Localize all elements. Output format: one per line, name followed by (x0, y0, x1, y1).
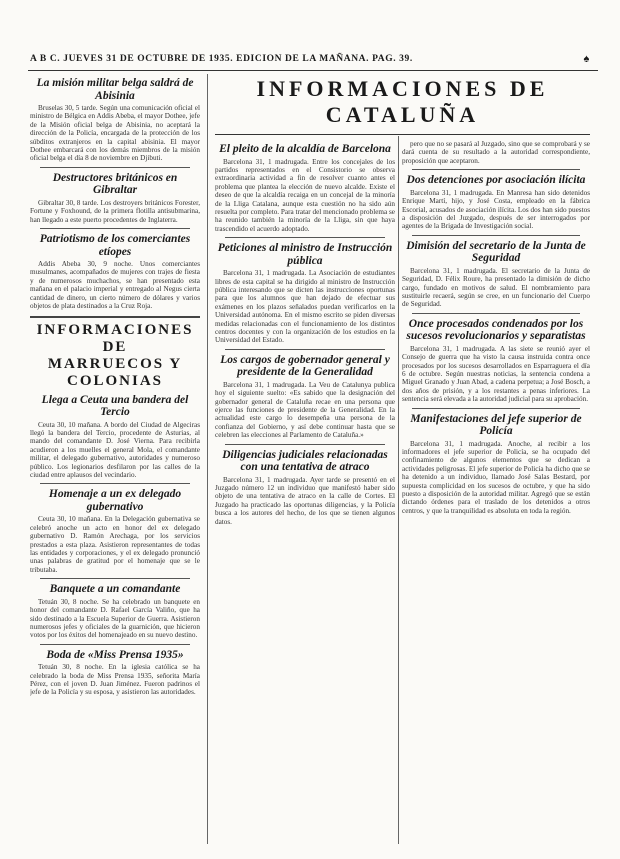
article-body: Barcelona 31, 1 madrugada. Anoche, al recibir a los informadores el jefe superior de Policía, se ha ocupado del confinamiento de algunos elementos que se dedican a actividades peligrosas. El jefe superior de Policía ha dicho que se ha detenido a un individuo, llamado José Salas Bestard, por supuesta complicidad en los sucesos de octubre, y que ha sido puesto a disposición de la autoridad militar. Agregó que se están dictando órdenes para el traslado de los detenidos a otros centros, y que la tranquilidad es absoluta en toda la región. (402, 439, 590, 515)
article-body: Tetuán 30, 8 noche. En la iglesia católica se ha celebrado la boda de Miss Prensa 1935, señorita María Pérez, con el joven D. Juan Jiménez. Fueron padrinos el jefe de la Policía y su esposa, y asistieron las autoridades. (30, 663, 200, 697)
article-separator (40, 483, 190, 484)
article-separator (412, 169, 580, 170)
article-body: Gibraltar 30, 8 tarde. Los destroyers británicos Forester, Fortune y Foxhound, de la primera flotilla antisubmarina, han llegado a este puerto procedentes de Inglaterra. (30, 198, 200, 224)
article-title: Dos detenciones por asociación ilícita (406, 174, 586, 187)
article-title: Los cargos de gobernador general y presidente de la Generalidad (220, 353, 390, 379)
article-title: Manifestaciones del jefe superior de Policía (410, 412, 582, 438)
article-separator (412, 313, 580, 314)
article-separator (40, 578, 190, 579)
spade-mark-icon: ♠ (583, 53, 590, 65)
article-title: Once procesados condenados por los sucesos revolucionarios y separatistas (406, 317, 586, 343)
article-title: Peticiones al ministro de Instrucción pública (217, 242, 393, 267)
article-title: Patriotismo de los comerciantes etíopes (39, 233, 191, 258)
article-body: pero que no se pasará al Juzgado, sino que se comprobará y se dará cuenta de su resultado a la autoridad correspondiente, proposición que aceptaron. (402, 140, 590, 165)
column-3 (402, 140, 590, 840)
column-2 (215, 140, 395, 840)
article-separator (412, 408, 580, 409)
article-title: Llega a Ceuta una bandera del Tercio (41, 393, 189, 418)
article-body: Barcelona 31, 1 madrugada. El secretario de la Junta de Seguridad, D. Félix Roure, ha presentado la dimisión de dicho cargo, fundado en motivos de salud. El nombramiento para sustituirle recaerá, según se cree, en un funcionario del Cuerpo de Seguridad. (402, 266, 590, 309)
column-rule-1 (207, 74, 208, 844)
section-title-cataluna: INFORMACIONES DE CATALUÑA (256, 76, 549, 127)
article-separator (412, 235, 580, 236)
masthead (30, 54, 590, 68)
column-1 (30, 74, 200, 844)
article-separator (225, 444, 385, 445)
masthead-text: A B C. JUEVES 31 DE OCTUBRE DE 1935. EDICION DE LA MAÑANA. PAG. 39. (30, 54, 413, 64)
article-body: Barcelona 31, 1 madrugada. En Manresa han sido detenidos Enrique Martí, hijo, y José Costa, empleado en la fábrica Escorial, acusados de asociación ilícita. Los dos han sido puestos a disposición del Juzgado, después de ser interrogados por agentes de la Brigada de Investigación social. (402, 188, 590, 231)
article-separator (40, 167, 190, 168)
article-title: Diligencias judiciales relacionadas con una tentativa de atraco (222, 448, 388, 474)
article-body: Barcelona 31, 1 madrugada. Ayer tarde se presentó en el Juzgado número 12 un individuo que manifestó haber sido objeto de una tentativa de atraco en la calle de Cortes. El Juzgado ha practicado las oportunas diligencias, y la Policía busca a los autores del hecho, de los que se tienen algunos datos. (215, 475, 395, 526)
article-body: Ceuta 30, 10 mañana. A bordo del Ciudad de Algeciras llegó la bandera del Tercio, procedente de Asturias, al mando del comandante D. José Vierna. Para recibirla acudieron a los muelles el general Mola, el comandante militar, el delegado gubernativo, autoridades y numeroso público. Los legionarios desfilaron por las calles de la ciudad entre aplausos del vecindario. (30, 420, 200, 479)
article-title: Homenaje a un ex delegado gubernativo (48, 488, 182, 513)
article-body: Barcelona 31, 1 madrugada. Entre los concejales de los partidos representados en el Consistorio se observa extraordinaria actividad a fin de resolver cuanto antes el problema que plantea la elección de nuevo alcalde. Existe el deseo de que la alcaldía recaiga en un concejal de la minoría de la Lliga Catalana, aunque esta cuestión no ha sido aún resuelta por completo. Para tratar del mencionado problema se ha reunido también la minoría de la Lliga, sin que haya trascendido el acuerdo adoptado. (215, 157, 395, 233)
article-body: Barcelona 31, 1 madrugada. A las siete se reunió ayer el Consejo de guerra que ha visto la causa instruida contra once procesados por los sucesos desarrollados en Esparraguera el día 6 de octubre. Según nuestras noticias, la sentencia condena a Miguel Granado y Juan Abad, a cadena perpetua; a José Bosch, a dos años de prisión, y a los restantes a penas inferiores. La sentencia será elevada a la autoridad judicial para su aprobación. (402, 344, 590, 404)
article-body: Barcelona 31, 1 madrugada. La Asociación de estudiantes libres de esta capital se ha dirigido al ministro de Instrucción pública interesando que se dicten las instrucciones oportunas para que los alumnos que han dejado de efectuar sus exámenes en los plazos señalados puedan verificarlos en la Universidad autónoma. En el mismo escrito se piden diversas medidas relacionadas con el funcionamiento de los distintos centros docentes y con la organización de los estudios en la Universidad del Estado. (215, 269, 395, 345)
article-title: El pleito de la alcaldía de Barcelona (219, 143, 391, 155)
section-title-rule (215, 134, 590, 135)
article-body: Barcelona 31, 1 madrugada. La Veu de Catalunya publica hoy el siguiente suelto: «Es sabido que la designación del gobernador general de Cataluña recae en una persona que ejerce las funciones de presidente de la Generalidad. En la actualidad este cargo lo desempeña una persona de la confianza del Gobierno, y así debe continuar hasta que se celebren las elecciones al Parlamento de Cataluña.» (215, 380, 395, 440)
article-title: La misión militar belga saldrá de Abisinia (36, 77, 194, 102)
article-title: Banquete a un comandante (49, 583, 181, 596)
article-body: Addis Abeba 30, 9 noche. Unos comerciantes musulmanes, acompañados de mujeres con trajes de fiesta y de numerosos muchachos, se han presentado esta mañana en el palacio imperial y entregado al Negus cierta cantidad de dinero, un cierto número de dólares y varios objetos de plata destinados a la Cruz Roja. (30, 260, 200, 311)
article-title: Dimisión del secretario de la Junta de Seguridad (406, 239, 586, 265)
section-title-marruecos: INFORMACIONES DE MARRUECOS Y COLONIAS (36, 321, 194, 389)
article-title: Destructores británicos en Gibraltar (52, 171, 178, 197)
column-rule-2 (398, 136, 399, 844)
article-separator (225, 237, 385, 238)
masthead-rule (28, 70, 598, 71)
article-separator (225, 349, 385, 350)
article-body: Ceuta 30, 10 mañana. En la Delegación gubernativa se celebró anoche un acto en honor del ex delegado gubernativo D. Ramón Arechaga, por los servicios prestados a esta plaza. Asistieron representantes de todas las entidades y corporaciones, y el ex delegado pronunció unas palabras de gratitud por el homenaje que se le tributaba. (30, 515, 200, 574)
article-body: Tetuán 30, 8 noche. Se ha celebrado un banquete en honor del comandante D. Rafael García Valiño, que ha sido destinado a la Escuela Superior de Guerra. Asistieron numerosos jefes y oficiales de la guarnición, que hicieron votos por los éxitos del homenajeado en su nuevo destino. (30, 597, 200, 640)
article-title: Boda de «Miss Prensa 1935» (46, 648, 184, 661)
article-separator (40, 228, 190, 229)
section-rule (30, 316, 200, 318)
article-separator (40, 644, 190, 645)
article-body: Bruselas 30, 5 tarde. Según una comunicación oficial el ministro de Bélgica en Addis Abeba, el mayor Dothee, jefe de la Misión oficial belga de Abisinia, no aceptará la dirección de la Policía, encargada de la protección de los súbditos extranjeros en la capital abisinia. El mayor Dothee embarcará con los demás miembros de la misión oficial belga el día 8 de noviembre en Djibuti. (30, 104, 200, 163)
